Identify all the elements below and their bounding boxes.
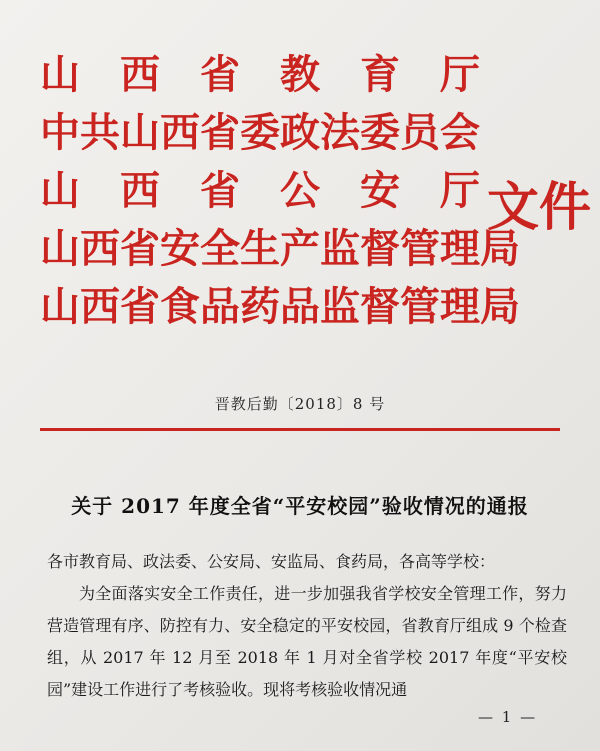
issuer-political-legal-committee: 中 共 山 西 省 委 政 法 委 员 会 [40,109,480,156]
issuer-food-drug-bureau: 山 西 省 食 品 药 品 监 督 管 理 局 [40,283,520,330]
issuer-education-department: 山 西 省 教 育 厅 [40,51,480,98]
document-body [47,546,567,706]
document-type-label: 文件 [487,177,592,238]
document-number: 晋教后勤〔2018〕8 号 [214,395,386,413]
addressee: 各市教育局、政法委、公安局、安监局、食药局，各高等学校： [47,552,496,571]
body-paragraph: 为全面落实安全工作责任，进一步加强我省学校安全管理工作，努力营造管理有序、防控有力、安全稳定的平安校园，省教育厅组成 9 个检查组，从 2017 年 12 月至 2018 年 1 月对全省学校 2017 年度“平安校园”建设工作进行了考核验收。现将考核验收情况通 [47,584,567,699]
document-title: 关于 2017 年度全省“平安校园”验收情况的通报 [71,494,529,518]
header-divider [40,428,560,431]
issuer-work-safety-bureau: 山 西 省 安 全 生 产 监 督 管 理 局 [40,225,520,272]
issuer-list [40,46,520,336]
issuer-public-security-department: 山 西 省 公 安 厅 [40,167,480,214]
page-number: — 1 — [478,708,538,726]
